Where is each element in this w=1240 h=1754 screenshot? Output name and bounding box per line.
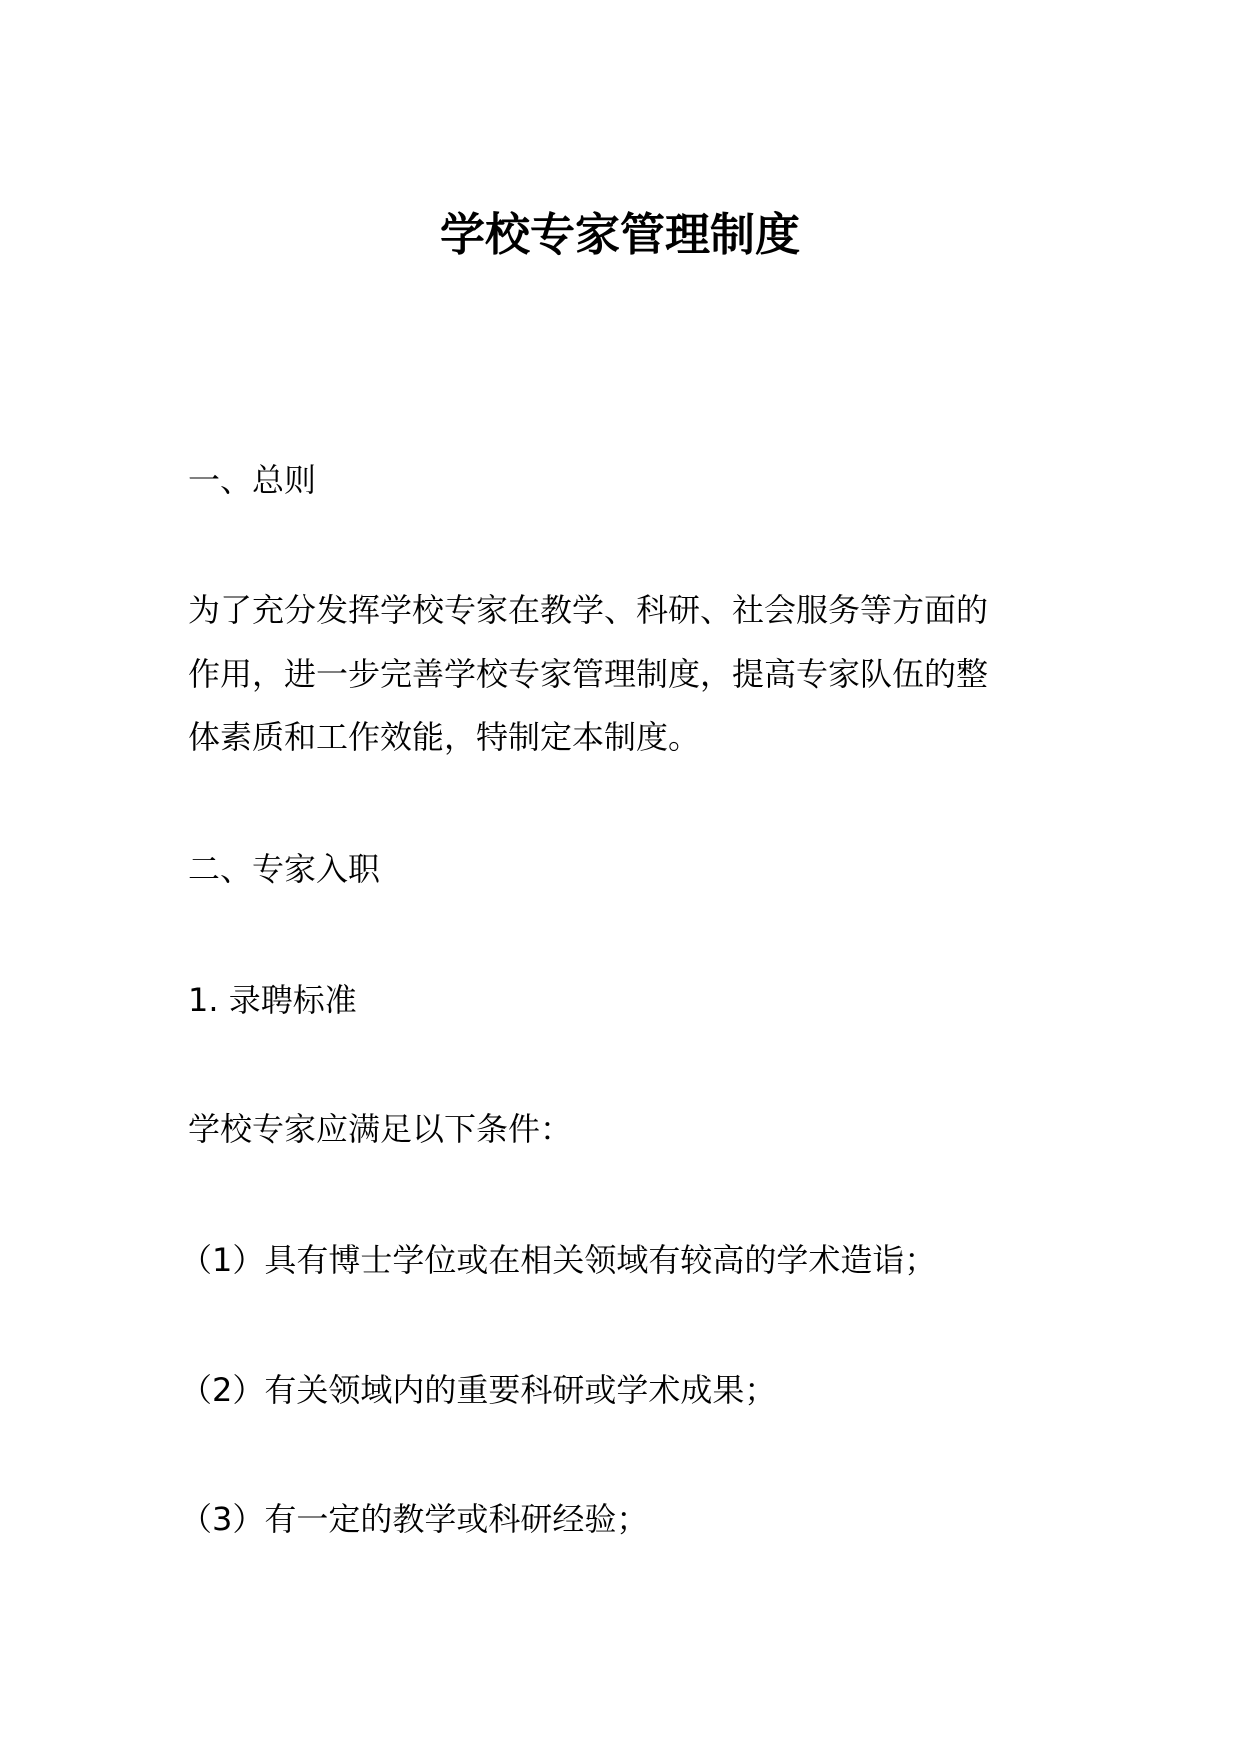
- subsection-heading-criteria: 1. 录聘标准: [188, 981, 357, 1019]
- paragraph-line: 作用，进一步完善学校专家管理制度，提高专家队伍的整: [188, 654, 989, 693]
- condition-item: （3）有一定的教学或科研经验；: [180, 1500, 649, 1538]
- paragraph-line: 体素质和工作效能，特制定本制度。: [188, 718, 701, 756]
- paragraph-line: 为了充分发挥学校专家在教学、科研、社会服务等方面的: [188, 591, 989, 629]
- section-heading-onboarding: 二、专家入职: [188, 850, 381, 888]
- condition-item: （2）有关领域内的重要科研或学术成果；: [180, 1371, 777, 1409]
- general-paragraph: [188, 579, 1058, 770]
- document-title: 学校专家管理制度: [439, 208, 800, 261]
- criteria-intro: 学校专家应满足以下条件：: [188, 1110, 573, 1148]
- section-heading-general: 一、总则: [188, 461, 317, 499]
- condition-item: （1）具有博士学位或在相关领域有较高的学术造诣；: [180, 1241, 937, 1279]
